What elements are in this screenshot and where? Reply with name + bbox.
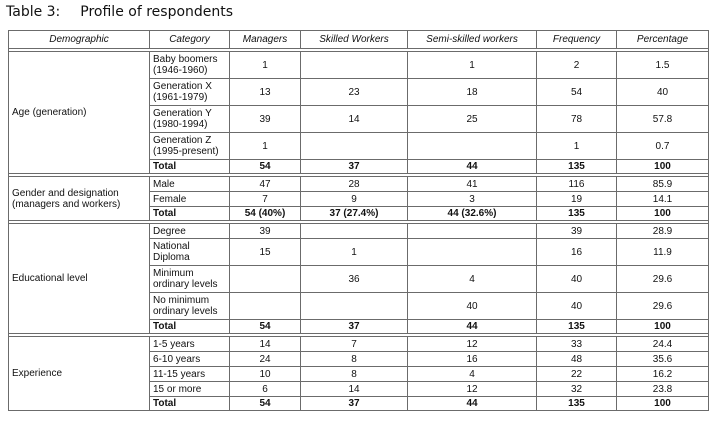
frequency-total: 135: [537, 160, 617, 174]
skilled-total: 37 (27.4%): [301, 207, 408, 221]
semi-skilled-cell: 3: [408, 192, 537, 207]
semi-skilled-cell: 16: [408, 352, 537, 367]
frequency-total: 135: [537, 320, 617, 334]
skilled-cell: 23: [301, 79, 408, 106]
demographic-education: Educational level: [9, 224, 150, 334]
total-label: Total: [150, 160, 230, 174]
percentage-cell: 24.4: [617, 337, 709, 352]
table-row: [9, 224, 709, 239]
managers-cell: 39: [230, 224, 301, 239]
semi-skilled-cell: 4: [408, 367, 537, 382]
category-cell: 1-5 years: [150, 337, 230, 352]
frequency-total: 135: [537, 207, 617, 221]
percentage-cell: 23.8: [617, 382, 709, 397]
demographic-age: Age (generation): [9, 52, 150, 174]
percentage-cell: 14.1: [617, 192, 709, 207]
category-cell: Generation Z (1995-present): [150, 133, 230, 160]
managers-total: 54: [230, 320, 301, 334]
skilled-cell: 9: [301, 192, 408, 207]
skilled-cell: [301, 293, 408, 320]
managers-cell: 14: [230, 337, 301, 352]
semi-skilled-cell: [408, 224, 537, 239]
semi-skilled-total: 44: [408, 160, 537, 174]
caption-title: Profile of respondents: [80, 4, 234, 20]
total-label: Total: [150, 397, 230, 411]
header-demographic: Demographic: [9, 31, 150, 49]
percentage-cell: 29.6: [617, 293, 709, 320]
header-row: [9, 31, 709, 49]
frequency-cell: 32: [537, 382, 617, 397]
frequency-cell: 48: [537, 352, 617, 367]
category-cell: No minimum ordinary levels: [150, 293, 230, 320]
managers-cell: [230, 293, 301, 320]
managers-cell: 24: [230, 352, 301, 367]
semi-skilled-total: 44: [408, 320, 537, 334]
percentage-cell: 0.7: [617, 133, 709, 160]
managers-cell: 1: [230, 133, 301, 160]
semi-skilled-cell: [408, 133, 537, 160]
header-managers: Managers: [230, 31, 301, 49]
percentage-cell: 29.6: [617, 266, 709, 293]
caption-label: Table 3:: [6, 4, 61, 20]
skilled-cell: 8: [301, 367, 408, 382]
category-cell: Female: [150, 192, 230, 207]
frequency-cell: 39: [537, 224, 617, 239]
category-cell: 15 or more: [150, 382, 230, 397]
table-caption: [6, 4, 233, 20]
percentage-cell: 40: [617, 79, 709, 106]
category-cell: Generation X (1961-1979): [150, 79, 230, 106]
category-cell: National Diploma: [150, 239, 230, 266]
table-row: [9, 52, 709, 79]
managers-cell: 13: [230, 79, 301, 106]
managers-total: 54: [230, 397, 301, 411]
percentage-cell: 85.9: [617, 177, 709, 192]
managers-cell: 47: [230, 177, 301, 192]
percentage-cell: 16.2: [617, 367, 709, 382]
frequency-cell: 54: [537, 79, 617, 106]
category-cell: Generation Y (1980-1994): [150, 106, 230, 133]
skilled-cell: 14: [301, 382, 408, 397]
skilled-total: 37: [301, 320, 408, 334]
semi-skilled-total: 44 (32.6%): [408, 207, 537, 221]
category-cell: Degree: [150, 224, 230, 239]
total-label: Total: [150, 320, 230, 334]
managers-total: 54 (40%): [230, 207, 301, 221]
skilled-cell: 28: [301, 177, 408, 192]
semi-skilled-total: 44: [408, 397, 537, 411]
category-cell: Baby boomers (1946-1960): [150, 52, 230, 79]
category-cell: Male: [150, 177, 230, 192]
percentage-cell: 11.9: [617, 239, 709, 266]
percentage-total: 100: [617, 320, 709, 334]
managers-total: 54: [230, 160, 301, 174]
frequency-cell: 40: [537, 266, 617, 293]
skilled-cell: [301, 133, 408, 160]
semi-skilled-cell: [408, 239, 537, 266]
percentage-total: 100: [617, 207, 709, 221]
table-row: [9, 337, 709, 352]
header-semi-skilled-workers: Semi-skilled workers: [408, 31, 537, 49]
demographic-experience: Experience: [9, 337, 150, 411]
demographic-gender: Gender and designation (managers and workers): [9, 177, 150, 221]
semi-skilled-cell: 12: [408, 382, 537, 397]
semi-skilled-cell: 18: [408, 79, 537, 106]
category-cell: Minimum ordinary levels: [150, 266, 230, 293]
category-cell: 11-15 years: [150, 367, 230, 382]
semi-skilled-cell: 4: [408, 266, 537, 293]
semi-skilled-cell: 1: [408, 52, 537, 79]
frequency-cell: 33: [537, 337, 617, 352]
percentage-total: 100: [617, 397, 709, 411]
header-skilled-workers: Skilled Workers: [301, 31, 408, 49]
skilled-total: 37: [301, 160, 408, 174]
frequency-cell: 22: [537, 367, 617, 382]
percentage-cell: 35.6: [617, 352, 709, 367]
managers-cell: 10: [230, 367, 301, 382]
header-category: Category: [150, 31, 230, 49]
skilled-cell: 36: [301, 266, 408, 293]
semi-skilled-cell: 40: [408, 293, 537, 320]
semi-skilled-cell: 12: [408, 337, 537, 352]
frequency-cell: 16: [537, 239, 617, 266]
managers-cell: 15: [230, 239, 301, 266]
frequency-cell: 40: [537, 293, 617, 320]
percentage-cell: 57.8: [617, 106, 709, 133]
skilled-cell: [301, 224, 408, 239]
percentage-cell: 1.5: [617, 52, 709, 79]
managers-cell: [230, 266, 301, 293]
skilled-total: 37: [301, 397, 408, 411]
skilled-cell: 8: [301, 352, 408, 367]
frequency-cell: 2: [537, 52, 617, 79]
frequency-cell: 116: [537, 177, 617, 192]
table-row: [9, 177, 709, 192]
managers-cell: 39: [230, 106, 301, 133]
category-cell: 6-10 years: [150, 352, 230, 367]
semi-skilled-cell: 41: [408, 177, 537, 192]
managers-cell: 6: [230, 382, 301, 397]
managers-cell: 1: [230, 52, 301, 79]
profile-table: [8, 30, 709, 411]
frequency-cell: 1: [537, 133, 617, 160]
skilled-cell: [301, 52, 408, 79]
frequency-cell: 19: [537, 192, 617, 207]
percentage-total: 100: [617, 160, 709, 174]
header-frequency: Frequency: [537, 31, 617, 49]
percentage-cell: 28.9: [617, 224, 709, 239]
total-label: Total: [150, 207, 230, 221]
header-percentage: Percentage: [617, 31, 709, 49]
skilled-cell: 14: [301, 106, 408, 133]
frequency-cell: 78: [537, 106, 617, 133]
skilled-cell: 7: [301, 337, 408, 352]
skilled-cell: 1: [301, 239, 408, 266]
semi-skilled-cell: 25: [408, 106, 537, 133]
frequency-total: 135: [537, 397, 617, 411]
managers-cell: 7: [230, 192, 301, 207]
